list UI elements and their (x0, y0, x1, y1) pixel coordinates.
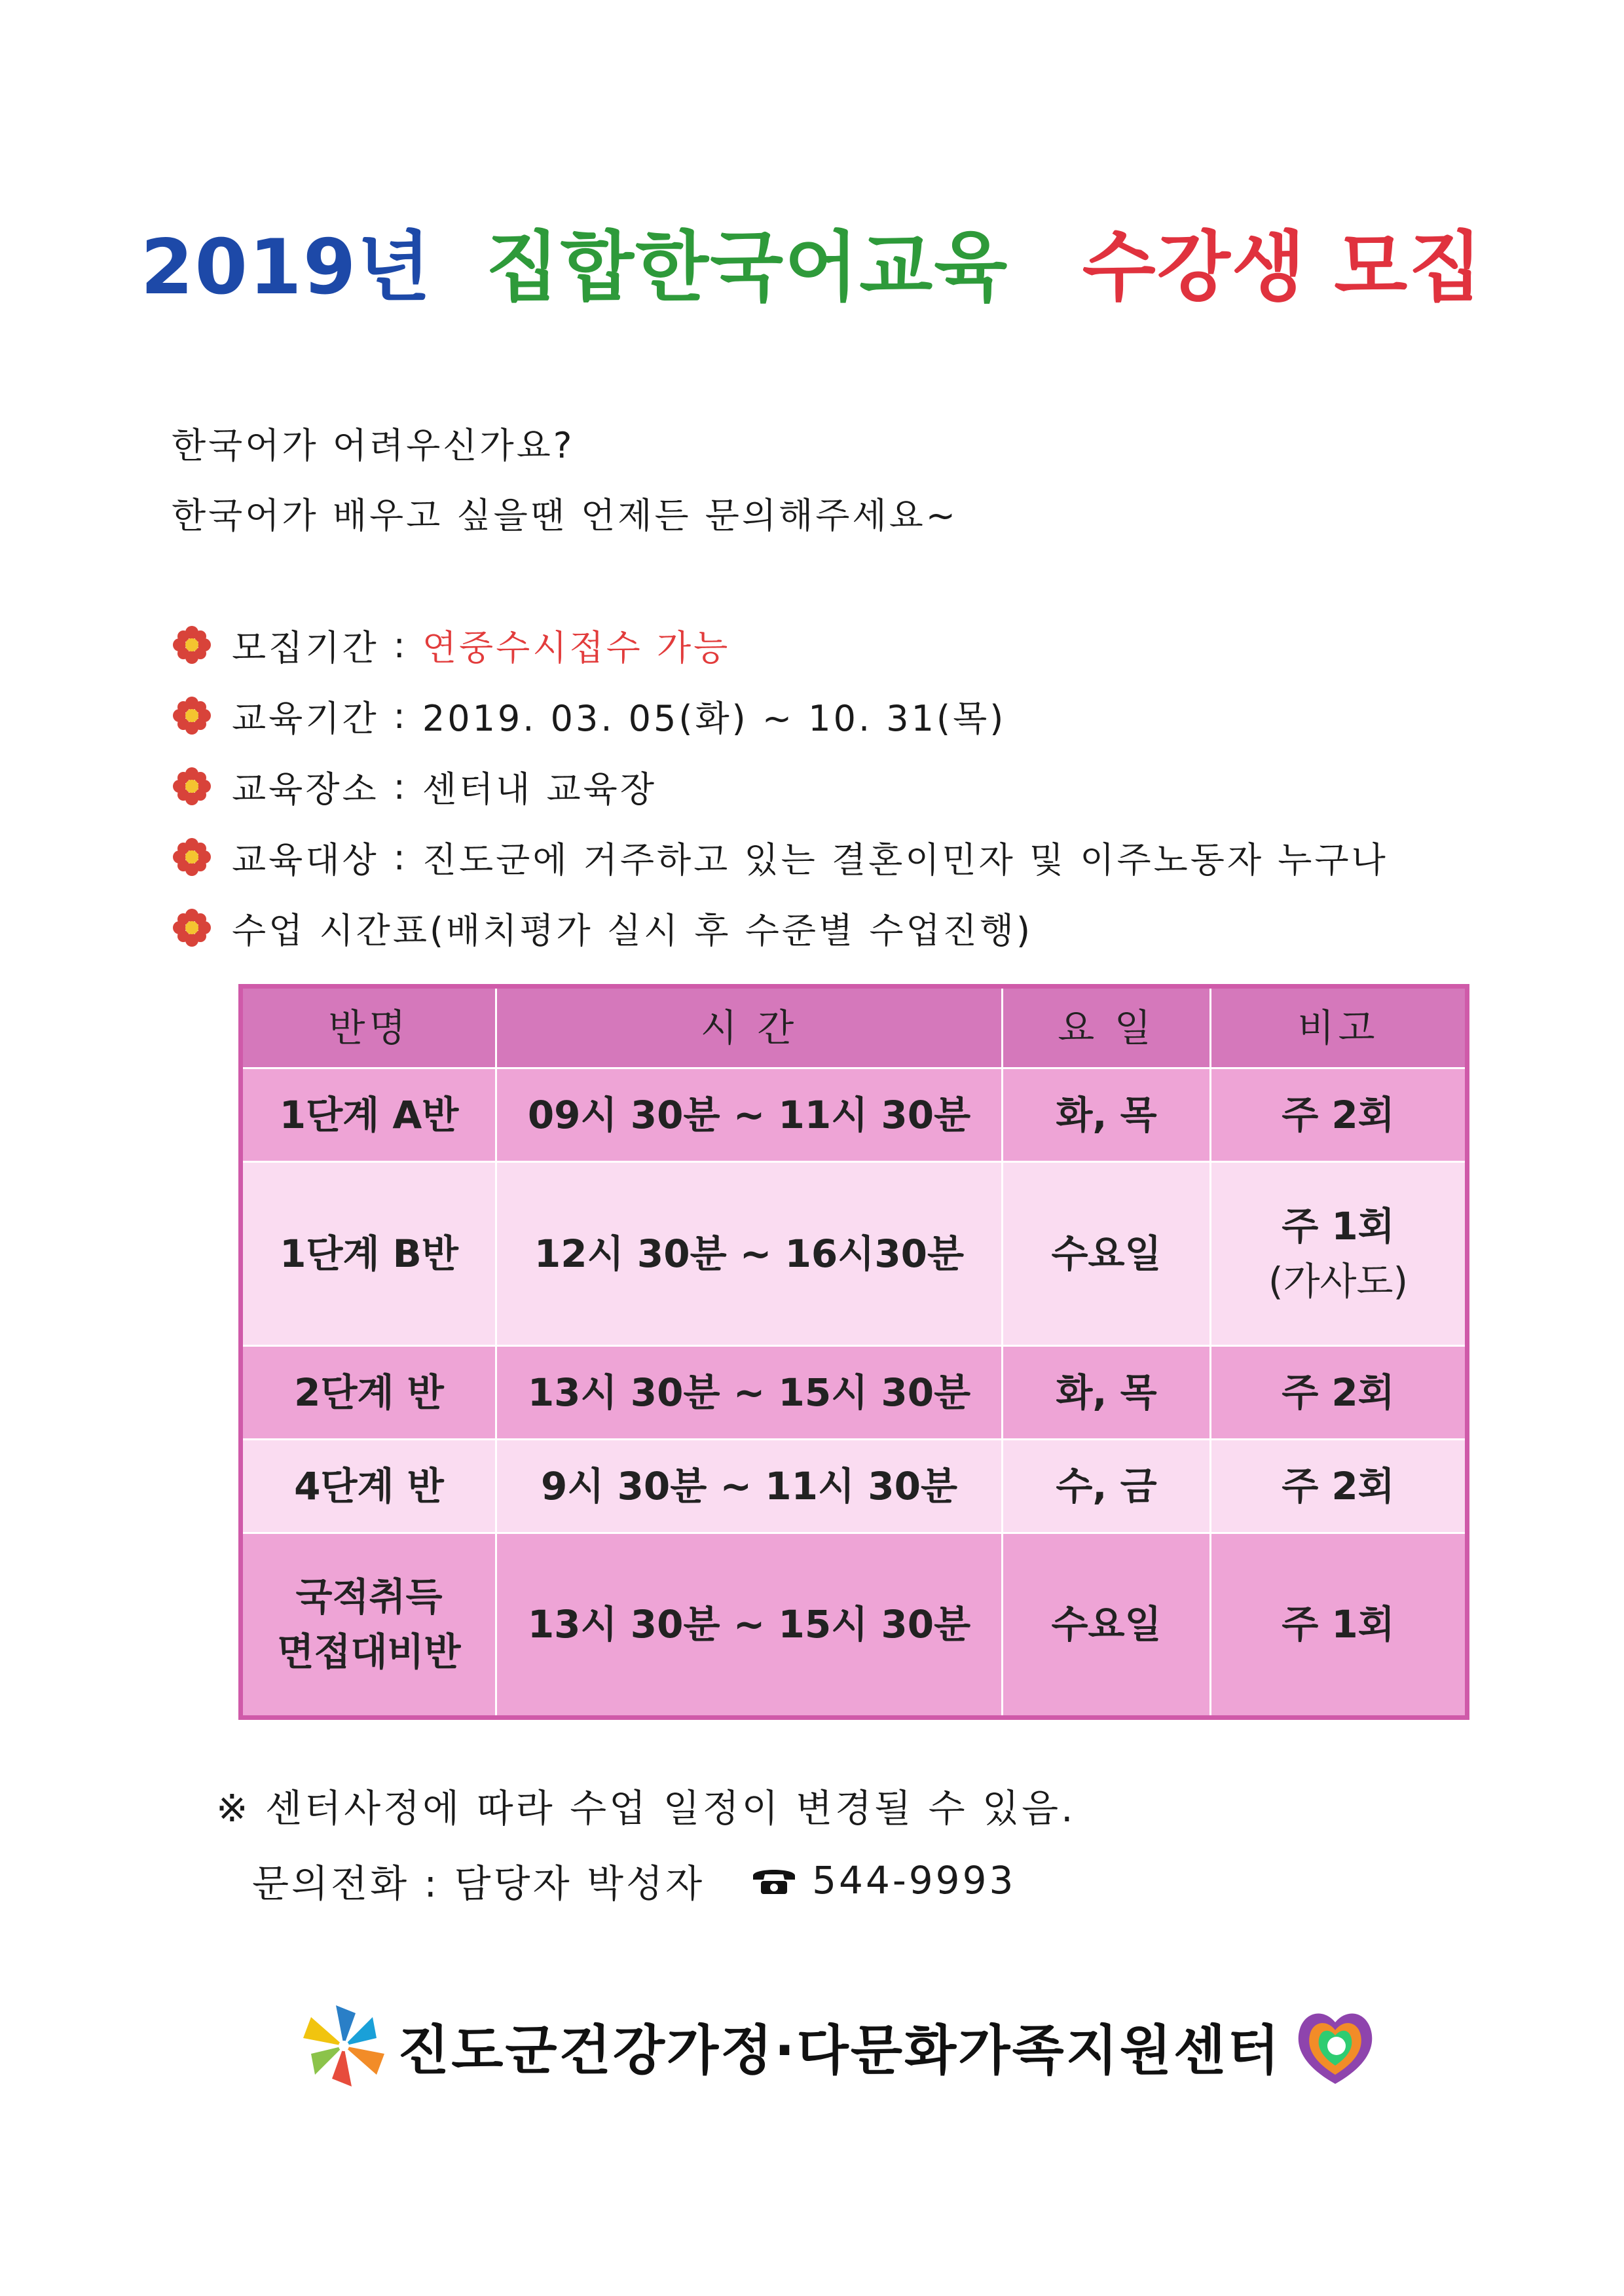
intro-line-2: 한국어가 배우고 싶을땐 언제든 문의해주세요~ (172, 495, 959, 536)
heart-swirl-logo-icon (1289, 2000, 1381, 2092)
place-value: 센터내 교육장 (422, 768, 657, 810)
note-subtext: (가사도) (1268, 1258, 1409, 1303)
class-name-text: 4단계 반 (294, 1463, 444, 1508)
cell-class-name (243, 1161, 496, 1345)
contact-phone: 544-9993 (812, 1858, 1016, 1903)
cell-time: 12시 30분 ~ 16시30분 (496, 1161, 1003, 1345)
pinwheel-logo-icon (298, 2000, 390, 2092)
info-education-target (172, 834, 1388, 880)
flower-bullet-icon (172, 837, 212, 877)
note-text: 주 1회 (1282, 1602, 1395, 1647)
title-main: 집합한국어교육 (485, 223, 1009, 312)
cell-note (1211, 1068, 1466, 1162)
cell-note (1211, 1345, 1466, 1439)
table-row (243, 1439, 1465, 1533)
contact-info (252, 1853, 1016, 1908)
organization-footer (298, 1997, 1381, 2095)
period-value: 연중수시접수 가능 (422, 627, 731, 668)
table-row (243, 1345, 1465, 1439)
schedule-heading: 수업 시간표(배치평가 실시 후 수준별 수업진행) (232, 909, 1033, 951)
table-row (243, 1533, 1465, 1715)
header-time: 시 간 (496, 989, 1003, 1068)
header-note: 비고 (1211, 989, 1466, 1068)
cell-time: 09시 30분 ~ 11시 30분 (496, 1068, 1003, 1162)
period-separator: : (393, 624, 408, 666)
info-education-period (172, 693, 1006, 738)
note-text: 주 2회 (1282, 1370, 1395, 1415)
cell-day: 화, 목 (1003, 1068, 1211, 1162)
class-name-text: 2단계 반 (294, 1370, 444, 1415)
dates-value: 2019. 03. 05(화) ~ 10. 31(목) (422, 697, 1006, 739)
flower-bullet-icon (172, 695, 212, 736)
class-name-text: 1단계 A반 (279, 1092, 459, 1137)
page-title (0, 206, 1624, 316)
cell-note (1211, 1439, 1466, 1533)
cell-time: 9시 30분 ~ 11시 30분 (496, 1439, 1003, 1533)
dates-label: 교육기간 (232, 697, 379, 739)
cell-day: 수요일 (1003, 1161, 1211, 1345)
info-recruitment-period (172, 622, 730, 668)
header-day: 요 일 (1003, 989, 1211, 1068)
header-class-name: 반명 (243, 989, 496, 1068)
cell-day: 수, 금 (1003, 1439, 1211, 1533)
cell-day: 화, 목 (1003, 1345, 1211, 1439)
cell-class-name (243, 1533, 496, 1715)
cell-class-name (243, 1439, 496, 1533)
title-recruit: 수강생 모집 (1082, 223, 1484, 312)
flower-bullet-icon (172, 625, 212, 665)
table-row (243, 1161, 1465, 1345)
schedule-change-notice: ※ 센터사정에 따라 수업 일정이 변경될 수 있음. (216, 1786, 1076, 1831)
cell-class-name (243, 1068, 496, 1162)
organization-name: 진도군건강가정·다문화가족지원센터 (397, 2019, 1282, 2082)
cell-time: 13시 30분 ~ 15시 30분 (496, 1533, 1003, 1715)
target-value: 진도군에 거주하고 있는 결혼이민자 및 이주노동자 누구나 (422, 839, 1388, 881)
cell-class-name (243, 1345, 496, 1439)
info-schedule-heading (172, 905, 1033, 951)
title-year: 2019년 (140, 223, 432, 312)
dates-separator: : (393, 695, 408, 737)
target-separator: : (393, 836, 408, 878)
cell-day: 수요일 (1003, 1533, 1211, 1715)
note-text: 주 1회 (1282, 1203, 1395, 1248)
cell-time: 13시 30분 ~ 15시 30분 (496, 1345, 1003, 1439)
place-label: 교육장소 (232, 768, 379, 810)
schedule-table (238, 984, 1469, 1720)
flower-bullet-icon (172, 766, 212, 807)
class-name-text: 1단계 B반 (280, 1231, 458, 1276)
note-text: 주 2회 (1282, 1092, 1395, 1137)
period-label: 모집기간 (232, 627, 379, 668)
note-text: 주 2회 (1282, 1463, 1395, 1508)
class-name-subtext: 면접대비반 (277, 1630, 461, 1675)
telephone-icon (750, 1864, 798, 1897)
target-label: 교육대상 (232, 839, 379, 881)
intro-line-1: 한국어가 어려우신가요? (172, 425, 575, 466)
contact-label: 문의전화 : 담당자 박성자 (252, 1861, 705, 1906)
cell-note (1211, 1533, 1466, 1715)
cell-note (1211, 1161, 1466, 1345)
table-row (243, 1068, 1465, 1162)
info-education-place (172, 763, 657, 809)
place-separator: : (393, 765, 408, 807)
class-name-text: 국적취득 (295, 1575, 443, 1620)
flower-bullet-icon (172, 907, 212, 948)
